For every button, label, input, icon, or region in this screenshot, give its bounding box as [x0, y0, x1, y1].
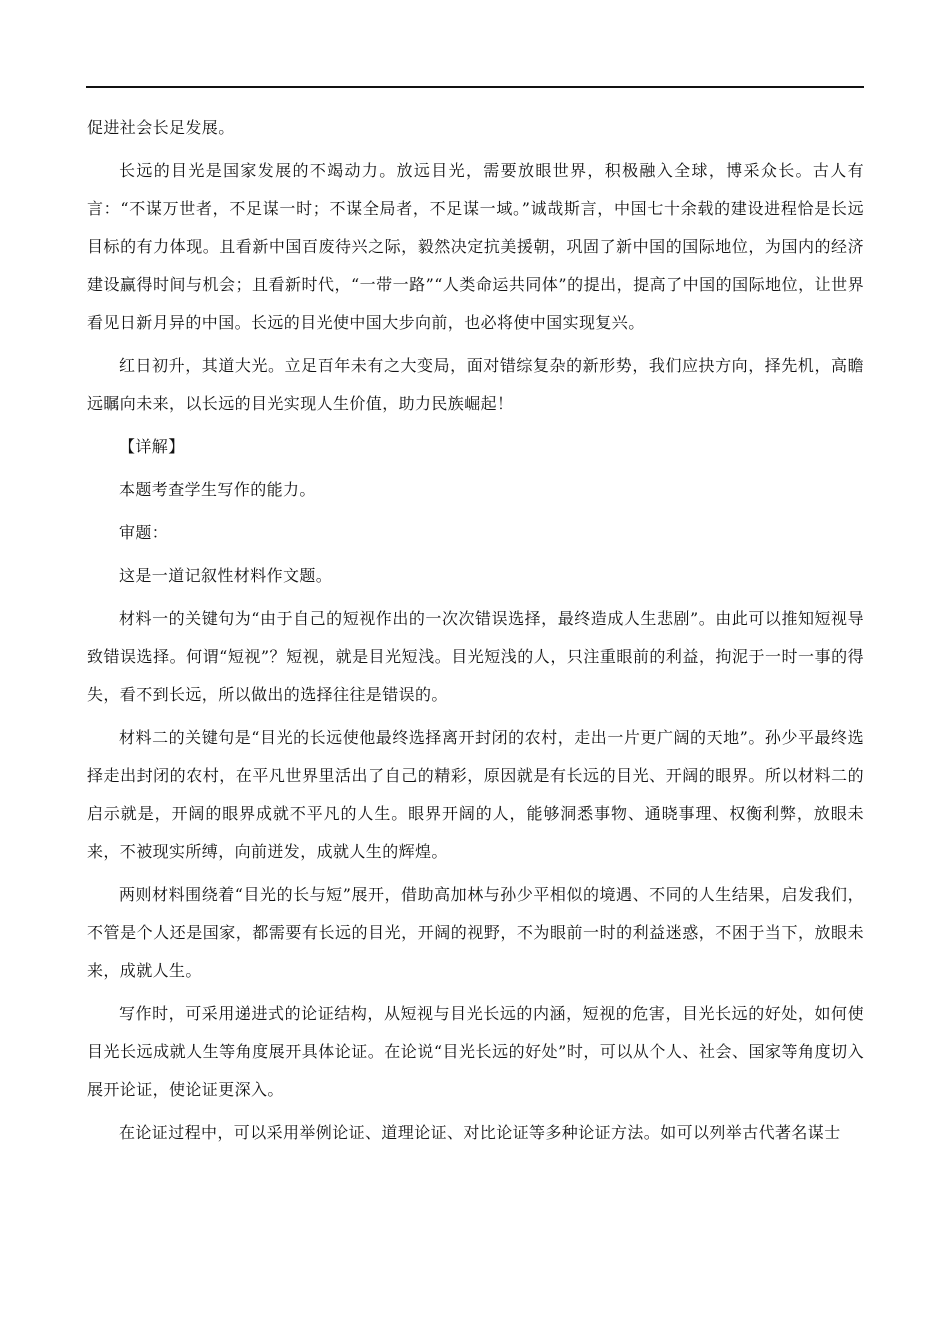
- section-heading-explanation: 【详解】: [119, 437, 185, 456]
- label-review: 审题：: [119, 523, 169, 542]
- paragraph-conclusion: 红日初升，其道大光。立足百年未有之大变局，面对错综复杂的新形势，我们应抉方向，择先机，高瞻远瞩向未来，以长远的目光实现人生价值，助力民族崛起！: [87, 356, 864, 413]
- header-rule: [86, 86, 864, 88]
- paragraph-material-two: 材料二的关键句是“目光的长远使他最终选择离开封闭的农村，走出一片更广阔的天地”。孙少平最终选择走出封闭的农村，在平凡世界里活出了自己的精彩，原因就是有长远的目光、开阔的眼界。所以材料二的启示就是，开阔的眼界成就不平凡的人生。眼界开阔的人，能够洞悉事物、通晓事理、权衡利弊，放眼未来，不被现实所缚，向前迸发，成就人生的辉煌。: [87, 728, 864, 861]
- document-body: [87, 109, 864, 1152]
- paragraph-both-materials: 两则材料围绕着“目光的长与短”展开，借助高加林与孙少平相似的境遇、不同的人生结果，启发我们，不管是个人还是国家，都需要有长远的目光，开阔的视野，不为眼前一时的利益迷惑，不困于当下，放眼未来，成就人生。: [87, 885, 864, 980]
- paragraph-argument-methods: 在论证过程中，可以采用举例论证、道理论证、对比论证等多种论证方法。如可以列举古代著名谋士: [119, 1123, 841, 1142]
- paragraph-material-one: 材料一的关键句为“由于自己的短视作出的一次次错误选择，最终造成人生悲剧”。由此可以推知短视导致错误选择。何谓“短视”？短视，就是目光短浅。目光短浅的人，只注重眼前的利益，拘泥于一时一事的得失，看不到长远，所以做出的选择往往是错误的。: [87, 609, 864, 704]
- paragraph-national-vision: 长远的目光是国家发展的不竭动力。放远目光，需要放眼世界，积极融入全球，博采众长。古人有言：“不谋万世者，不足谋一时；不谋全局者，不足谋一域。”诚哉斯言，中国七十余载的建设进程恰是长远目标的有力体现。且看新中国百废待兴之际，毅然决定抗美援朝，巩固了新中国的国际地位，为国内的经济建设赢得时间与机会；且看新时代，“一带一路”“人类命运共同体”的提出，提高了中国的国际地位，让世界看见日新月异的中国。长远的目光使中国大步向前，也必将使中国实现复兴。: [87, 161, 864, 332]
- paragraph-writing-structure: 写作时，可采用递进式的论证结构，从短视与目光长远的内涵，短视的危害，目光长远的好处，如何使目光长远成就人生等角度展开具体论证。在论说“目光长远的好处”时，可以从个人、社会、国家等角度切入展开论证，使论证更深入。: [87, 1004, 864, 1099]
- paragraph-topic: 本题考查学生写作的能力。: [119, 480, 316, 499]
- paragraph-continuation: 促进社会长足发展。: [87, 118, 235, 137]
- paragraph-question-type: 这是一道记叙性材料作文题。: [119, 566, 333, 585]
